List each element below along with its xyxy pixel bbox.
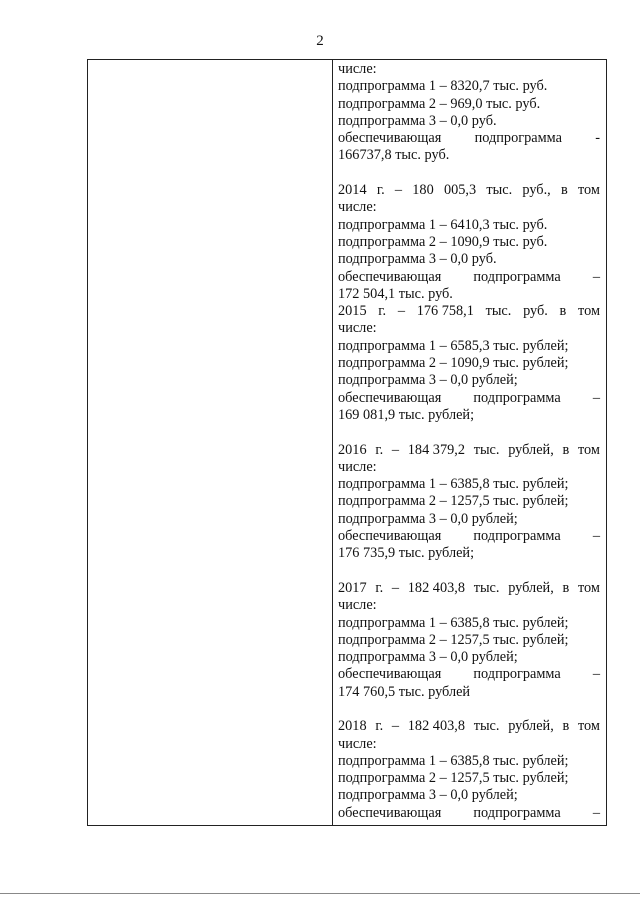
word: –: [592, 389, 600, 406]
text-line: числе:: [338, 597, 377, 614]
justified-line: [338, 666, 600, 683]
word: руб.: [523, 303, 548, 320]
text-line: подпрограмма 3 – 0,0 руб.: [338, 112, 497, 129]
justified-line: [338, 303, 600, 320]
word: г.: [375, 718, 384, 735]
word: тыс.: [473, 579, 500, 596]
word: том: [578, 303, 600, 320]
word: -: [595, 130, 600, 147]
word: подпрограмма: [473, 268, 561, 285]
text-line: подпрограмма 2 – 1257,5 тыс. рублей;: [338, 770, 569, 787]
word: –: [592, 804, 600, 821]
justified-line: [338, 580, 600, 597]
word: 184 379,2: [407, 441, 465, 458]
text-line: числе:: [338, 320, 377, 337]
word: –: [592, 268, 600, 285]
word: тыс.: [485, 303, 512, 320]
word: 180: [412, 182, 434, 199]
word: рублей,: [508, 579, 554, 596]
word: том: [577, 182, 600, 199]
text-line: подпрограмма 3 – 0,0 рублей;: [338, 372, 518, 389]
word: руб.,: [522, 182, 551, 199]
word: –: [592, 666, 600, 683]
word: подпрограмма: [473, 389, 561, 406]
word: –: [391, 441, 400, 458]
text-line: подпрограмма 2 – 969,0 тыс. руб.: [338, 95, 541, 112]
word: обеспечивающая: [338, 268, 442, 285]
page-bottom-edge: [0, 893, 640, 894]
text-line: подпрограмма 3 – 0,0 руб.: [338, 251, 497, 268]
word: обеспечивающая: [338, 389, 442, 406]
text-line: 169 081,9 тыс. рублей;: [338, 406, 475, 423]
word: 2015: [338, 303, 367, 320]
word: 2018: [338, 718, 367, 735]
word: тыс.: [486, 182, 513, 199]
paragraph-gap: [338, 563, 600, 580]
text-line: числе:: [338, 458, 377, 475]
paragraph-gap: [338, 165, 600, 182]
word: г.: [375, 441, 384, 458]
word: –: [394, 182, 403, 199]
word: подпрограмма: [473, 528, 561, 545]
justified-line: [338, 528, 600, 545]
word: 005,3: [443, 182, 477, 199]
justified-line: [338, 442, 600, 459]
word: 182 403,8: [407, 718, 465, 735]
word: рублей,: [508, 718, 554, 735]
word: 2017: [338, 579, 367, 596]
paragraph-gap: [338, 701, 600, 718]
text-line: подпрограмма 1 – 6585,3 тыс. рублей;: [338, 337, 569, 354]
word: тыс.: [473, 718, 500, 735]
word: том: [578, 579, 600, 596]
paragraph-gap: [338, 424, 600, 441]
word: обеспечивающая: [338, 804, 442, 821]
text-line: подпрограмма 3 – 0,0 рублей;: [338, 649, 518, 666]
text-line: 166737,8 тыс. руб.: [338, 147, 450, 164]
text-line: подпрограмма 1 – 6410,3 тыс. руб.: [338, 216, 548, 233]
word: в: [562, 718, 570, 735]
word: –: [592, 528, 600, 545]
word: тыс.: [473, 441, 500, 458]
text-line: подпрограмма 2 – 1090,9 тыс. рублей;: [338, 355, 569, 372]
text-line: подпрограмма 2 – 1257,5 тыс. рублей;: [338, 631, 569, 648]
text-line: подпрограмма 1 – 6385,8 тыс. рублей;: [338, 614, 569, 631]
word: –: [397, 303, 405, 320]
word: 2014: [338, 182, 367, 199]
word: рублей,: [508, 441, 554, 458]
word: том: [578, 441, 600, 458]
text-line: подпрограмма 3 – 0,0 рублей;: [338, 787, 518, 804]
text-line: числе:: [338, 199, 377, 216]
text-line: 176 735,9 тыс. рублей;: [338, 545, 475, 562]
word: –: [391, 579, 400, 596]
word: подпрограмма: [473, 666, 561, 683]
word: –: [391, 718, 400, 735]
word: в: [559, 303, 567, 320]
text-line: подпрограмма 1 – 6385,8 тыс. рублей;: [338, 752, 569, 769]
justified-line: [338, 718, 600, 735]
column-divider: [332, 60, 333, 825]
text-line: подпрограмма 1 – 8320,7 тыс. руб.: [338, 78, 548, 95]
text-line: числе:: [338, 61, 377, 77]
justified-line: [338, 182, 600, 199]
justified-line: [338, 390, 600, 407]
word: 2016: [338, 441, 367, 458]
word: в: [562, 579, 570, 596]
justified-line: [338, 805, 600, 822]
text-line: подпрограмма 2 – 1257,5 тыс. рублей;: [338, 493, 569, 510]
word: г.: [376, 182, 385, 199]
word: г.: [378, 303, 387, 320]
text-line: подпрограмма 3 – 0,0 рублей;: [338, 510, 518, 527]
page-number: 2: [316, 33, 324, 49]
text-line: подпрограмма 2 – 1090,9 тыс. руб.: [338, 233, 548, 250]
text-line: подпрограмма 1 – 6385,8 тыс. рублей;: [338, 476, 569, 493]
word: в: [562, 441, 570, 458]
justified-line: [338, 130, 600, 147]
text-line: 174 760,5 тыс. рублей: [338, 683, 471, 700]
word: в: [560, 182, 568, 199]
text-line: 172 504,1 тыс. руб.: [338, 285, 453, 302]
justified-line: [338, 269, 600, 286]
word: обеспечивающая: [338, 666, 442, 683]
text-line: числе:: [338, 735, 377, 752]
word: подпрограмма: [474, 130, 562, 147]
word: обеспечивающая: [338, 528, 442, 545]
word: г.: [375, 579, 384, 596]
word: 182 403,8: [407, 579, 465, 596]
word: подпрограмма: [473, 804, 561, 821]
word: 176 758,1: [416, 303, 474, 320]
word: том: [578, 718, 600, 735]
funding-table: [87, 59, 607, 826]
word: обеспечивающая: [338, 130, 442, 147]
funding-cell: [338, 61, 600, 822]
